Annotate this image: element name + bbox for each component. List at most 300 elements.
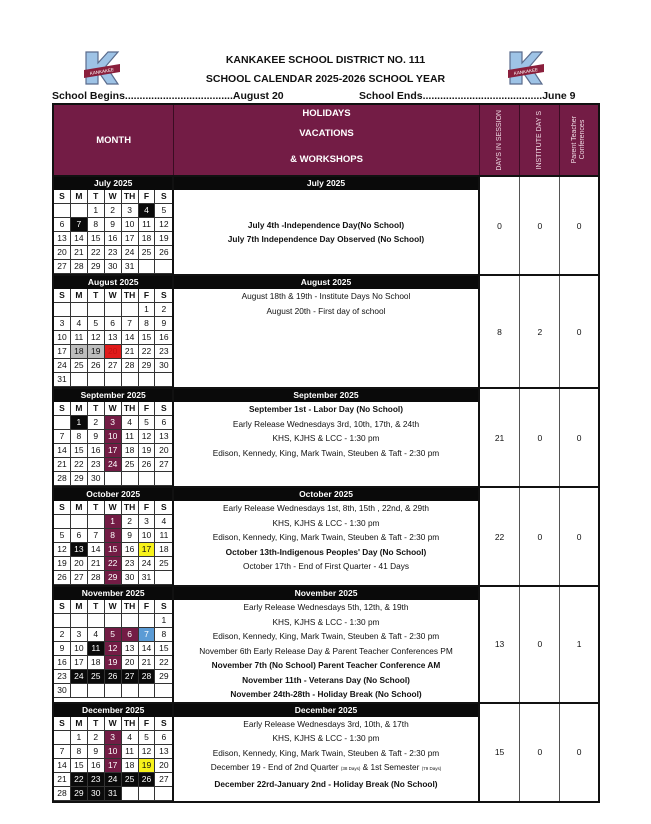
weekday-header: T [88, 501, 105, 515]
calendar-day: 24 [105, 773, 122, 787]
calendar-empty-cell [122, 614, 139, 628]
calendar-empty-cell [155, 472, 172, 486]
calendar-day: 7 [71, 218, 88, 232]
calendar-day: 4 [155, 515, 172, 529]
calendar-empty-cell [88, 515, 105, 529]
calendar-day: 8 [71, 430, 88, 444]
calendar-day: 26 [139, 773, 156, 787]
calendar-day: 6 [71, 529, 88, 543]
calendar-day: 27 [155, 458, 172, 472]
calendar-day: 25 [88, 670, 105, 684]
calendar-day: 4 [139, 204, 156, 218]
holidays-cell [174, 704, 479, 801]
calendar-empty-cell [155, 373, 172, 387]
event-item: Edison, Kennedy, King, Mark Twain, Steuben & Taft - 2:30 pm [212, 447, 440, 458]
calendar-day: 22 [88, 246, 105, 260]
header-days-in-session-label: DAYS IN SESSION [495, 109, 503, 171]
calendar-empty-cell [88, 614, 105, 628]
days-in-session-value: 8 [480, 276, 521, 387]
calendar-day: 30 [54, 684, 71, 698]
calendar-day: 18 [88, 656, 105, 670]
days-in-session-value: 21 [480, 389, 521, 486]
calendar-day: 8 [88, 218, 105, 232]
month-row [54, 587, 598, 704]
calendar-day: 25 [155, 557, 172, 571]
calendar-empty-cell [155, 684, 172, 698]
calendar-empty-cell [105, 303, 122, 317]
calendar-day: 18 [122, 444, 139, 458]
weekday-header: S [155, 289, 172, 303]
weekday-header: F [139, 190, 156, 204]
weekday-header: F [139, 600, 156, 614]
holidays-month-title: October 2025 [174, 488, 477, 501]
calendar-day: 28 [54, 787, 71, 801]
weekday-header: W [105, 600, 122, 614]
calendar-day: 31 [105, 787, 122, 801]
calendar-empty-cell [71, 303, 88, 317]
mini-calendar [54, 389, 174, 486]
calendar-empty-cell [139, 684, 156, 698]
calendar-day: 19 [155, 232, 172, 246]
calendar-day: 25 [71, 359, 88, 373]
event-item: Early Release Wednesdays 3rd, 10th, 17th, & 24th [232, 418, 420, 429]
calendar-day: 25 [122, 458, 139, 472]
calendar-day: 4 [122, 416, 139, 430]
weekday-header: M [71, 717, 88, 731]
calendar-grid [54, 600, 172, 698]
calendar-day: 10 [71, 642, 88, 656]
calendar-day: 5 [88, 317, 105, 331]
event-item: KHS, KJHS & LCC - 1:30 pm [272, 433, 380, 443]
calendar-day: 4 [122, 731, 139, 745]
calendar-day: 14 [54, 444, 71, 458]
calendar-empty-cell [71, 204, 88, 218]
calendar-day: 24 [122, 246, 139, 260]
event-text: & 1st Semester [360, 762, 422, 772]
days-in-session-value: 0 [480, 177, 521, 274]
holidays-cell [174, 587, 479, 702]
calendar-day: 27 [71, 571, 88, 585]
calendar-day: 22 [105, 557, 122, 571]
calendar-day: 12 [54, 543, 71, 557]
calendar-day: 6 [155, 416, 172, 430]
weekday-header: TH [122, 402, 139, 416]
calendar-day: 5 [139, 416, 156, 430]
holidays-month-title: August 2025 [174, 276, 477, 289]
event-note: (38 Days) [340, 766, 361, 771]
weekday-header: T [88, 289, 105, 303]
calendar-month-title: September 2025 [54, 389, 172, 402]
event-item: Edison, Kennedy, King, Mark Twain, Steuben & Taft - 2:30 pm [212, 747, 440, 758]
calendar-empty-cell [54, 204, 71, 218]
calendar-day: 15 [139, 331, 156, 345]
calendar-day: 17 [71, 656, 88, 670]
calendar-grid [54, 190, 172, 274]
ptc-value: 0 [576, 531, 582, 542]
calendar-day: 1 [88, 204, 105, 218]
calendar-day: 15 [88, 232, 105, 246]
calendar-day: 16 [88, 759, 105, 773]
weekday-header: M [71, 600, 88, 614]
calendar-day: 30 [155, 359, 172, 373]
calendar-day: 2 [88, 416, 105, 430]
calendar-day: 15 [71, 444, 88, 458]
calendar-empty-cell [155, 571, 172, 585]
event-item: August 20th - First day of school [266, 305, 386, 316]
calendar-empty-cell [105, 614, 122, 628]
calendar-day: 19 [139, 444, 156, 458]
calendar-day: 20 [71, 557, 88, 571]
header-vacations-line: VACATIONS [299, 128, 354, 139]
event-item: Edison, Kennedy, King, Mark Twain, Steuben & Taft - 2:30 pm [212, 532, 440, 542]
header-institute-days [520, 105, 560, 175]
mini-calendar [54, 587, 174, 702]
event-item: KHS, KJHS & LCC - 1:30 pm [272, 733, 380, 743]
weekday-header: TH [122, 717, 139, 731]
event-list [174, 501, 477, 585]
weekday-header: F [139, 402, 156, 416]
institute-days-value: 0 [520, 177, 560, 274]
calendar-day: 16 [155, 331, 172, 345]
ptc-value: 0 [576, 432, 582, 443]
calendar-day: 29 [71, 472, 88, 486]
month-row [54, 177, 598, 276]
weekday-header: M [71, 402, 88, 416]
weekday-header: F [139, 717, 156, 731]
calendar-empty-cell [122, 373, 139, 387]
weekday-header: S [54, 600, 71, 614]
calendar-day: 19 [54, 557, 71, 571]
calendar-month-title: August 2025 [54, 276, 172, 289]
weekday-header: T [88, 190, 105, 204]
calendar-day: 14 [71, 232, 88, 246]
calendar-day: 7 [54, 430, 71, 444]
calendar-empty-cell [71, 684, 88, 698]
month-row [54, 276, 598, 389]
event-list [174, 600, 477, 702]
calendar-empty-cell [122, 303, 139, 317]
ptc-value: 0 [576, 326, 582, 337]
header-institute-days-label: INSTITUTE DAY S [535, 110, 543, 170]
calendar-day: 3 [54, 317, 71, 331]
calendar-day: 20 [155, 759, 172, 773]
calendar-month-title: December 2025 [54, 704, 172, 717]
weekday-header: S [54, 190, 71, 204]
calendar-day: 6 [54, 218, 71, 232]
event-item: July 4th -Independence Day(No School) [247, 219, 405, 230]
calendar-day: 27 [155, 773, 172, 787]
calendar-day: 16 [122, 543, 139, 557]
calendar-day: 11 [139, 218, 156, 232]
weekday-header: W [105, 501, 122, 515]
calendar-empty-cell [54, 731, 71, 745]
calendar-day: 20 [105, 345, 122, 359]
event-item: September 1st - Labor Day (No School) [249, 404, 403, 414]
event-list [174, 402, 477, 486]
calendar-day: 19 [105, 656, 122, 670]
weekday-header: W [105, 717, 122, 731]
calendar-day: 10 [139, 529, 156, 543]
calendar-day: 28 [139, 670, 156, 684]
mini-calendar [54, 488, 174, 585]
calendar-table [52, 103, 600, 803]
calendar-day: 23 [88, 458, 105, 472]
calendar-day: 9 [88, 430, 105, 444]
calendar-day: 23 [88, 773, 105, 787]
calendar-day: 4 [88, 628, 105, 642]
calendar-empty-cell [105, 684, 122, 698]
calendar-day: 22 [139, 345, 156, 359]
institute-days-value: 2 [520, 276, 560, 387]
calendar-day: 8 [155, 628, 172, 642]
calendar-day: 4 [71, 317, 88, 331]
calendar-day: 20 [155, 444, 172, 458]
calendar-day: 17 [122, 232, 139, 246]
calendar-day: 25 [122, 773, 139, 787]
days-in-session-value: 22 [480, 488, 521, 585]
school-dates-line [52, 90, 602, 103]
holidays-cell [174, 389, 479, 486]
calendar-day: 24 [139, 557, 156, 571]
calendar-day: 28 [54, 472, 71, 486]
event-item: October 13th-Indigenous Peoples' Day (No School) [225, 546, 427, 557]
calendar-day: 17 [139, 543, 156, 557]
calendar-day: 10 [105, 745, 122, 759]
calendar-day: 20 [54, 246, 71, 260]
calendar-day: 5 [54, 529, 71, 543]
calendar-empty-cell [54, 614, 71, 628]
event-item: Early Release Wednesdays 1st, 8th, 15th , 22nd, & 29th [222, 503, 429, 513]
header-ptc-label [571, 116, 587, 163]
weekday-header: TH [122, 289, 139, 303]
calendar-day: 30 [88, 472, 105, 486]
weekday-header: S [155, 402, 172, 416]
calendar-day: 13 [155, 745, 172, 759]
weekday-header: T [88, 717, 105, 731]
calendar-day: 31 [122, 260, 139, 274]
calendar-day: 7 [88, 529, 105, 543]
calendar-day: 17 [105, 444, 122, 458]
calendar-day: 12 [139, 430, 156, 444]
calendar-day: 11 [122, 430, 139, 444]
calendar-day: 28 [71, 260, 88, 274]
holidays-month-title: November 2025 [174, 587, 477, 600]
calendar-day: 30 [105, 260, 122, 274]
header-ptc-line-1: Parent Teacher [571, 116, 579, 164]
logo-text: KANKAKEE [513, 67, 539, 76]
calendar-day: 24 [54, 359, 71, 373]
calendar-day: 6 [155, 731, 172, 745]
calendar-day: 29 [155, 670, 172, 684]
calendar-day: 27 [54, 260, 71, 274]
calendar-day: 19 [88, 345, 105, 359]
calendar-empty-cell [105, 472, 122, 486]
calendar-day: 23 [105, 246, 122, 260]
event-text: December 19 - End of 2nd Quarter [210, 762, 339, 772]
calendar-month-title: November 2025 [54, 587, 172, 600]
calendar-day: 1 [139, 303, 156, 317]
event-list [174, 190, 477, 274]
calendar-day: 1 [71, 731, 88, 745]
calendar-day: 14 [54, 759, 71, 773]
calendar-empty-cell [139, 614, 156, 628]
calendar-empty-cell [88, 373, 105, 387]
calendar-day: 13 [54, 232, 71, 246]
school-begins: School Begins.....................................August 20 [52, 90, 284, 102]
calendar-day: 21 [88, 557, 105, 571]
calendar-day: 8 [139, 317, 156, 331]
calendar-day: 23 [155, 345, 172, 359]
days-in-session-value: 15 [480, 704, 521, 801]
calendar-day: 9 [54, 642, 71, 656]
calendar-day: 3 [139, 515, 156, 529]
calendar-day: 19 [139, 759, 156, 773]
calendar-day: 1 [105, 515, 122, 529]
calendar-day: 9 [88, 745, 105, 759]
calendar-day: 5 [105, 628, 122, 642]
calendar-day: 5 [139, 731, 156, 745]
weekday-header: TH [122, 501, 139, 515]
weekday-header: S [54, 717, 71, 731]
event-item: November 11th - Veterans Day (No School) [242, 674, 410, 685]
logo-text: KANKAKEE [89, 67, 115, 76]
calendar-day: 13 [122, 642, 139, 656]
calendar-day: 15 [155, 642, 172, 656]
event-item: November 7th (No School) Parent Teacher Conference AM [211, 660, 441, 670]
event-item: Early Release Wednesdays 5th, 12th, & 19th [243, 602, 409, 612]
calendar-day: 9 [122, 529, 139, 543]
header-holidays [174, 105, 479, 175]
calendar-day: 3 [105, 731, 122, 745]
calendar-day: 18 [155, 543, 172, 557]
holidays-month-title: December 2025 [174, 704, 477, 717]
calendar-grid [54, 501, 172, 585]
mini-calendar [54, 276, 174, 387]
calendar-day: 29 [139, 359, 156, 373]
table-header [54, 105, 598, 177]
calendar-empty-cell [88, 684, 105, 698]
calendar-day: 21 [139, 656, 156, 670]
calendar-day: 18 [139, 232, 156, 246]
calendar-month-title: July 2025 [54, 177, 172, 190]
calendar-grid [54, 289, 172, 387]
calendar-day: 18 [122, 759, 139, 773]
calendar-day: 6 [105, 317, 122, 331]
weekday-header: W [105, 190, 122, 204]
calendar-day: 21 [122, 345, 139, 359]
calendar-day: 15 [105, 543, 122, 557]
weekday-header: S [155, 190, 172, 204]
event-item: December 22rd-January 2nd - Holiday Break (No School) [214, 778, 438, 789]
weekday-header: M [71, 501, 88, 515]
calendar-day: 7 [54, 745, 71, 759]
calendar-day: 16 [54, 656, 71, 670]
calendar-day: 22 [155, 656, 172, 670]
calendar-day: 14 [139, 642, 156, 656]
calendar-day: 3 [122, 204, 139, 218]
calendar-month-title: October 2025 [54, 488, 172, 501]
mini-calendar [54, 704, 174, 801]
calendar-day: 27 [105, 359, 122, 373]
calendar-day: 12 [88, 331, 105, 345]
event-item: November 6th Early Release Day & Parent Teacher Conferences PM [199, 645, 453, 656]
event-list [174, 717, 477, 801]
weekday-header: T [88, 600, 105, 614]
calendar-empty-cell [155, 787, 172, 801]
calendar-day: 2 [122, 515, 139, 529]
calendar-empty-cell [54, 303, 71, 317]
calendar-day: 11 [155, 529, 172, 543]
calendar-day: 27 [122, 670, 139, 684]
calendar-day: 23 [54, 670, 71, 684]
calendar-day: 2 [54, 628, 71, 642]
calendar-empty-cell [54, 416, 71, 430]
calendar-day: 11 [122, 745, 139, 759]
calendar-day: 2 [155, 303, 172, 317]
calendar-day: 3 [71, 628, 88, 642]
calendar-day: 26 [139, 458, 156, 472]
institute-days-value: 0 [520, 704, 560, 801]
calendar-day: 17 [105, 759, 122, 773]
calendar-day: 9 [105, 218, 122, 232]
month-row [54, 704, 598, 803]
calendar-day: 31 [139, 571, 156, 585]
event-item: October 17th - End of First Quarter - 41 Days [242, 561, 409, 571]
header-holidays-line: HOLIDAYS [302, 108, 351, 119]
weekday-header: F [139, 501, 156, 515]
weekday-header: T [88, 402, 105, 416]
calendar-day: 23 [122, 557, 139, 571]
calendar-grid [54, 402, 172, 486]
calendar-day: 12 [155, 218, 172, 232]
calendar-day: 22 [71, 773, 88, 787]
weekday-header: F [139, 289, 156, 303]
mini-calendar [54, 177, 174, 274]
calendar-day: 29 [71, 787, 88, 801]
header-parent-teacher-conferences [560, 105, 598, 175]
header-days-in-session [480, 105, 521, 175]
days-in-session-value: 13 [480, 587, 521, 702]
calendar-day: 30 [88, 787, 105, 801]
weekday-header: M [71, 289, 88, 303]
calendar-day: 24 [71, 670, 88, 684]
calendar-day: 10 [122, 218, 139, 232]
calendar-day: 21 [54, 773, 71, 787]
calendar-day: 7 [139, 628, 156, 642]
weekday-header: S [155, 717, 172, 731]
ptc-value: 0 [576, 747, 582, 757]
calendar-day: 13 [155, 430, 172, 444]
weekday-header: W [105, 402, 122, 416]
event-item: KHS, KJHS & LCC - 1:30 pm [272, 517, 380, 528]
weekday-header: S [54, 402, 71, 416]
calendar-day: 14 [122, 331, 139, 345]
event-item: November 24th-28th - Holiday Break (No School) [230, 689, 422, 699]
calendar-day: 8 [71, 745, 88, 759]
holidays-cell [174, 177, 479, 274]
calendar-day: 8 [105, 529, 122, 543]
calendar-empty-cell [139, 373, 156, 387]
calendar-day: 9 [155, 317, 172, 331]
calendar-day: 15 [71, 759, 88, 773]
calendar-day: 22 [71, 458, 88, 472]
month-row [54, 488, 598, 587]
calendar-day: 21 [71, 246, 88, 260]
weekday-header: S [155, 600, 172, 614]
calendar-day: 11 [71, 331, 88, 345]
calendar-day: 21 [54, 458, 71, 472]
event-note: (79 Days) [421, 766, 442, 771]
